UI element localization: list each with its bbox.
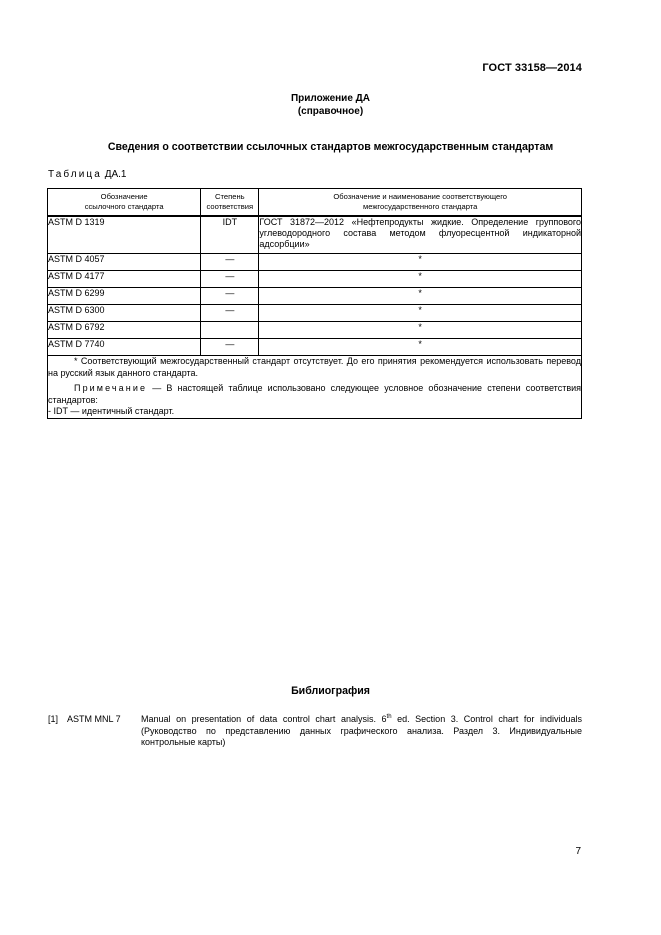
cell-degree xyxy=(201,322,259,339)
table-row xyxy=(48,288,582,305)
note-text: — В настоящей таблице использовано следующее условное обозначение степени соответствия стандартов: xyxy=(48,383,581,405)
table-label-word: Таблица xyxy=(48,169,102,180)
header-degree xyxy=(201,189,259,217)
header-text: Обозначение и наименование соответствующего xyxy=(333,192,508,201)
page-number: 7 xyxy=(575,846,581,857)
bibliography-superscript: th xyxy=(386,714,392,720)
header-reference-standard xyxy=(48,189,201,217)
table-row xyxy=(48,216,582,254)
cell-description: * xyxy=(259,322,582,339)
table-row xyxy=(48,271,582,288)
cell-code: ASTM D 6300 xyxy=(48,305,201,322)
table-note xyxy=(48,383,581,406)
table-row xyxy=(48,339,582,356)
cell-degree: — xyxy=(201,339,259,356)
cell-description: * xyxy=(259,288,582,305)
cell-code: ASTM D 1319 xyxy=(48,216,201,254)
bibliography-text xyxy=(141,714,582,749)
cell-description: ГОСТ 31872—2012 «Нефтепродукты жидкие. Определение группового углеводородного состава методом флуоресцентной индикаторной адсорбции» xyxy=(259,216,582,254)
cell-description: * xyxy=(259,339,582,356)
cell-description: * xyxy=(259,254,582,271)
section-title: Сведения о соответствии ссылочных стандартов межгосударственным стандартам xyxy=(107,141,554,153)
table-notes-row xyxy=(48,356,582,419)
bibliography-reference: ASTM MNL 7 xyxy=(67,714,121,724)
note-item: - IDT — идентичный стандарт. xyxy=(48,406,175,416)
cell-code: ASTM D 4177 xyxy=(48,271,201,288)
header-text: Степень xyxy=(215,192,245,201)
table-row xyxy=(48,254,582,271)
cell-code: ASTM D 4057 xyxy=(48,254,201,271)
appendix-heading xyxy=(0,92,661,118)
cell-code: ASTM D 7740 xyxy=(48,339,201,356)
note-label: Примечание xyxy=(74,383,148,393)
header-text: соответствия xyxy=(206,202,254,211)
appendix-subtitle: (справочное) xyxy=(297,106,364,117)
table-row xyxy=(48,305,582,322)
bibliography-title: Библиография xyxy=(291,685,370,697)
cell-degree: — xyxy=(201,305,259,322)
table-footnote: * Соответствующий межгосударственный стандарт отсутствует. До его принятия рекомендуется использовать перевод на русский язык данного стандарта. xyxy=(48,356,581,378)
header-text: межгосударственного стандарта xyxy=(362,202,478,211)
table-row xyxy=(48,322,582,339)
cell-degree: — xyxy=(201,254,259,271)
bibliography-text-part: Manual on presentation of data control chart analysis. 6 xyxy=(141,714,387,724)
cell-code: ASTM D 6792 xyxy=(48,322,201,339)
cell-description: * xyxy=(259,271,582,288)
standards-table xyxy=(47,188,582,419)
cell-description: * xyxy=(259,305,582,322)
cell-degree: — xyxy=(201,271,259,288)
header-text: Обозначение xyxy=(100,192,148,201)
cell-code: ASTM D 6299 xyxy=(48,288,201,305)
header-interstate-standard xyxy=(259,189,582,217)
bibliography-text-part: ed. Section 3. Control chart for individuals (Руководство по представлению данных графического анализа. Раздел 3. Индивидуальные контрольные карты) xyxy=(141,714,583,747)
table-notes xyxy=(48,356,582,419)
document-code: ГОСТ 33158—2014 xyxy=(482,62,582,74)
header-text: ссылочного стандарта xyxy=(84,202,164,211)
appendix-title: Приложение ДА xyxy=(290,93,371,104)
bibliography-number: [1] xyxy=(48,714,59,724)
cell-degree: IDT xyxy=(201,216,259,254)
table-label xyxy=(48,169,127,180)
table-header-row xyxy=(48,189,582,217)
cell-degree: — xyxy=(201,288,259,305)
table-label-number: ДА.1 xyxy=(104,169,127,180)
